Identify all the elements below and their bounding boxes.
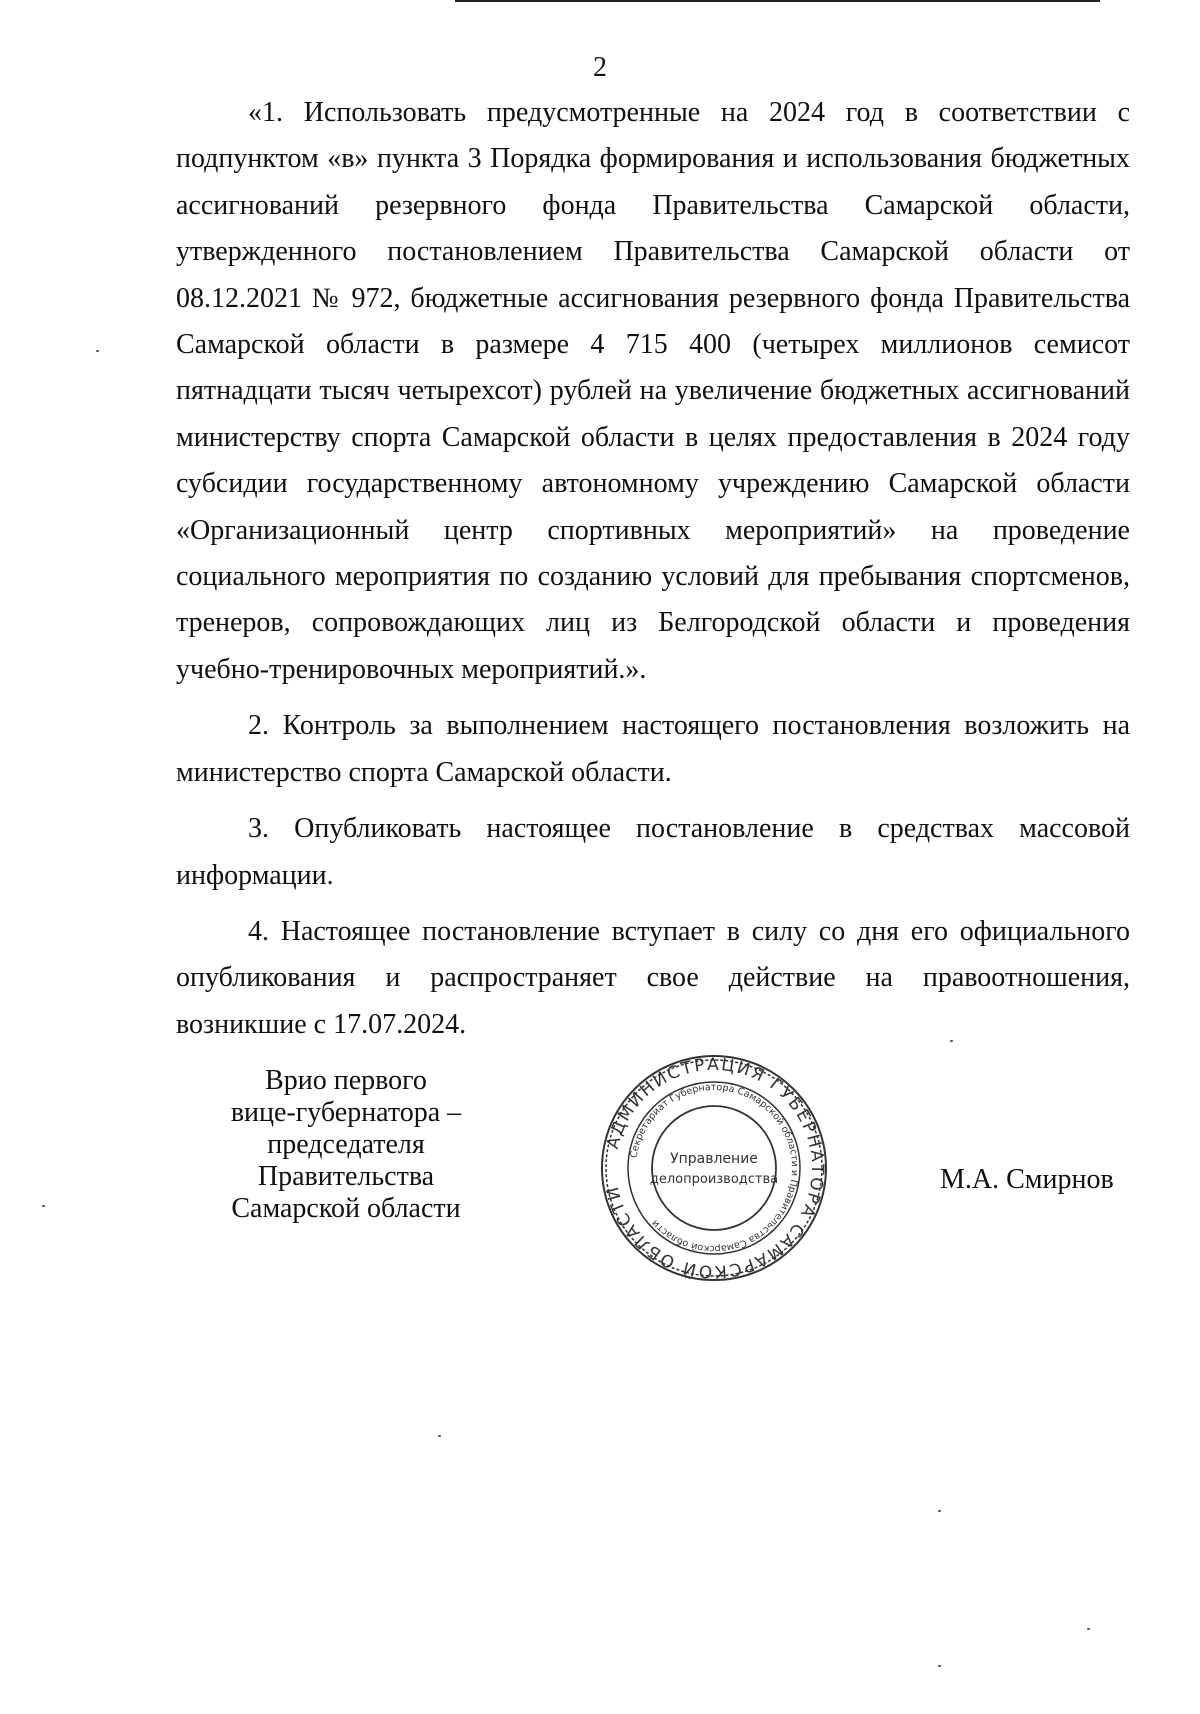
scan-speck — [96, 350, 99, 352]
seal-center-line-1: Управление — [670, 1151, 758, 1167]
position-line: вице-губернатора – — [230, 1097, 462, 1128]
paragraph-4: 4. Настоящее постановление вступает в силу со дня его официального опубликования и распространяет свое действие на правоотношения, возникшие с 17.07.2024. — [176, 915, 1130, 1040]
paragraph-1: «1. Использовать предусмотренные на 2024 год в соответствии с подпунктом «в» пункта 3 Порядка формирования и использования бюджетных ассигнований резервного фонда Правительства Самарской области, утвержденного постановлением Правительства Самарской области от 08.12.2021 № 972, бюджетные ассигнования резервного фонда Правительства Самарской области в размере 4 715 400 (четырех миллионов семисот пятнадцати тысяч четырехсот) рублей на увеличение бюджетных ассигнований министерству спорта Самарской области в целях предоставления в 2024 году субсидии государственному автономному учреждению Самарской области «Организационный центр спортивных мероприятий» на проведение социального мероприятия по созданию условий для пребывания спортсменов, тренеров, сопровождающих лиц из Белгородской области и проведения учебно-тренировочных мероприятий.». — [176, 97, 1130, 685]
scan-speck — [438, 1435, 441, 1437]
official-seal-stamp — [598, 1052, 830, 1284]
paragraph-2: 2. Контроль за выполнением настоящего постановления возложить на министерство спорта Самарской области. — [176, 710, 1130, 788]
scan-speck — [1087, 1628, 1090, 1630]
seal-outer-text: АДМИНИСТРАЦИЯ ГУБЕРНАТОРА САМАРСКОЙ ОБЛАСТИ — [602, 1054, 828, 1282]
document-body — [176, 90, 1130, 1048]
signatory-position — [176, 1065, 516, 1225]
position-line: Самарской области — [231, 1193, 461, 1224]
signatory-name: М.А. Смирнов — [940, 1164, 1114, 1195]
seal-inner-text: Секретариат Губернатора Самарской области и Правительства Самарской области — [628, 1081, 801, 1255]
scan-speck — [42, 1205, 45, 1207]
scan-top-gap — [410, 0, 455, 2]
position-line: председателя Правительства — [257, 1129, 435, 1192]
scan-speck — [938, 1665, 941, 1667]
scan-top-border — [410, 0, 1100, 2]
seal-center-line-2: делопроизводства — [649, 1172, 779, 1187]
scan-speck — [938, 1510, 941, 1512]
paragraph-3: 3. Опубликовать настоящее постановление в средствах массовой информации. — [176, 813, 1130, 891]
scan-speck — [950, 1040, 953, 1042]
position-line: Врио первого — [265, 1065, 427, 1096]
page-number: 2 — [593, 52, 607, 83]
